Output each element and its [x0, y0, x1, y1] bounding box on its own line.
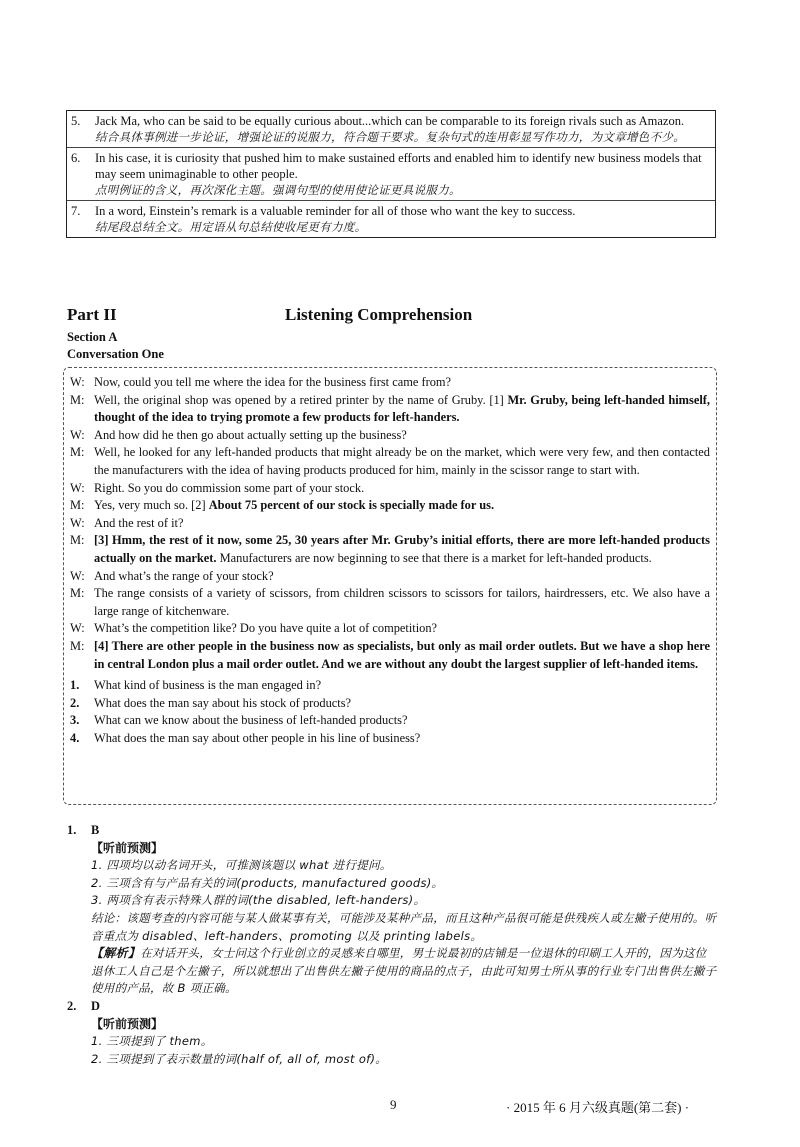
dialogue-line: [70, 638, 710, 673]
dialogue-line: [70, 497, 710, 515]
question-list: [70, 677, 710, 747]
speech-text: And the rest of it?: [94, 515, 184, 530]
section-heading: Section A: [67, 330, 118, 344]
box-item-chinese: 结尾段总结全文。用定语从句总结使收尾更有力度。: [95, 220, 367, 234]
box-item-chinese: 结合具体事例进一步论证，增强论证的说服力，符合题干要求。复杂句式的连用彰显写作功力，为文章增色不少。: [95, 130, 685, 144]
dialogue-line: [70, 427, 710, 445]
speech-text: Now, could you tell me where the idea for the business first came from?: [94, 375, 452, 389]
speech-text: What’s the competition like? Do you have quite a lot of competition?: [94, 621, 438, 636]
question-item: [70, 677, 710, 695]
question-item: [70, 695, 710, 713]
answer-2-letter: D: [91, 998, 100, 1013]
speech-text: [3] Hmm, the rest of it now, some 25, 30 years after Mr. Gruby’s initial efforts, there are more left-handed products actually on the market. Manufacturers are now beginning to see that there is a market for left-handed products.: [94, 533, 710, 565]
speech-text: And how did he then go about actually setting up the business?: [94, 427, 407, 442]
pre-line: 2. 三项提到了表示数量的词(half of, all of, most of)。: [91, 1051, 388, 1066]
box-item-english: In his case, it is curiosity that pushed him to make sustained efforts and enabled him to identify new business models that may seem unimaginable to other people.: [95, 151, 702, 181]
answer-2-head: 2. D: [67, 998, 717, 1016]
question-item: [70, 730, 710, 748]
speech-text: [4] There are other people in the business now as specialists, but only as mail order outlets. But we have a shop here in central London plus a mail order outlet. And we are without any doubt the largest supplier of left-handed items.: [94, 638, 710, 671]
question-number: 1.: [70, 678, 80, 693]
conclusion-text: 结论：该题考查的内容可能与某人做某事有关，可能涉及某种产品，而且这种产品很可能是供残疾人或左撇子使用的。听音重点为 disabled、left-handers、promoting 以及 printing labels。: [91, 910, 717, 943]
question-number: 3.: [70, 713, 80, 728]
page-number: 9: [390, 1097, 397, 1112]
speaker-label: W:: [70, 515, 85, 530]
pre-line: 1. 四项均以动名词开头，可推测该题以 what 进行提问。: [91, 858, 392, 873]
dialogue-line: [70, 392, 710, 427]
analysis-text: 在对话开头，女士问这个行业创立的灵感来自哪里，男士说最初的店铺是一位退休的印刷工人开的，因为这位退休工人自己是个左撇子，所以就想出了出售供左撇子使用的商品的点子，由此可知男士所从事的行业专门出售供左撇子使用的产品，故 B 项正确。: [91, 946, 717, 996]
boxed-sentence-list: [66, 110, 716, 238]
speech-text: Right. So you do commission some part of your stock.: [94, 480, 365, 495]
analysis-label: 【解析】: [91, 946, 141, 961]
speaker-label: M:: [70, 638, 85, 653]
speaker-label: W:: [70, 568, 85, 583]
pre-listening-label: 【听前预测】: [91, 1016, 164, 1031]
answer-1-head: 1. B: [67, 822, 717, 840]
speech-text: The range consists of a variety of scissors, from children scissors to scissors for tailors, hairdressers, etc. We also have a large range of kitchenware.: [94, 586, 710, 618]
running-footer-title: · 2015 年 6 月六级真题(第二套) ·: [506, 1100, 690, 1115]
speaker-label: M:: [70, 533, 85, 548]
pre-line: 1. 三项提到了 them。: [91, 1034, 213, 1049]
dialogue-line: [70, 444, 710, 479]
pre-listening-label: 【听前预测】: [91, 840, 164, 855]
dialogue-line: [70, 480, 710, 498]
box-item-english: Jack Ma, who can be said to be equally curious about...which can be comparable to its foreign rivals such as Amazon.: [95, 114, 685, 128]
dialogue-line: [70, 532, 710, 567]
box-item-english: In a word, Einstein’s remark is a valuable reminder for all of those who want the key to success.: [95, 204, 576, 218]
question-text: What kind of business is the man engaged in?: [94, 678, 322, 693]
pre-line: 3. 两项含有表示特殊人群的词(the disabled, left-handers)。: [91, 893, 426, 908]
part-name: Listening Comprehension: [285, 305, 473, 324]
question-number: 4.: [70, 730, 80, 745]
speaker-label: M:: [70, 498, 85, 513]
speech-text: Well, the original shop was opened by a retired printer by the name of Gruby. [1] Mr. Gruby, being left-handed himself, thought of the idea to trying promote a few products for left-handers.: [94, 392, 710, 425]
dialogue-line: [70, 568, 710, 586]
conversation-heading: Conversation One: [67, 347, 164, 361]
speaker-label: M:: [70, 392, 85, 407]
speaker-label: W:: [70, 427, 85, 442]
speech-text: Well, he looked for any left-handed products that might already be on the market, which were very few, and then contacted the manufacturers with the idea of having products produced for him, mainly in the scissor range to start with.: [94, 445, 710, 477]
question-item: [70, 712, 710, 730]
speaker-label: W:: [70, 375, 85, 389]
speech-text: And what’s the range of your stock?: [94, 568, 274, 583]
question-number: 2.: [70, 695, 80, 710]
dialogue-line: [70, 515, 710, 533]
speaker-label: M:: [70, 586, 85, 601]
dialogue-line: [70, 620, 710, 638]
question-text: What does the man say about other people in his line of business?: [94, 730, 421, 745]
box-item-chinese: 点明例证的含义，再次深化主题。强调句型的使用使论证更具说服力。: [95, 183, 461, 197]
part-title: Part II: [67, 305, 117, 324]
dialogue-lines: [70, 374, 710, 673]
question-text: What does the man say about his stock of products?: [94, 695, 352, 710]
answer-section: [67, 822, 717, 1068]
dialogue-line: [70, 374, 710, 392]
dialogue-line: [70, 585, 710, 620]
box-item-5: 5. Jack Ma, who can be said to be equally curious about...which can be comparable to its foreign rivals such as Amazon. 结合具体事例进一步论证，增强论证的说服力，符合题干要求。复杂句式的连用彰显写作功力，为文章增色不少。: [67, 111, 715, 147]
speech-text: Yes, very much so. [2] About 75 percent of our stock is specially made for us.: [94, 498, 495, 513]
box-item-6: 6. In his case, it is curiosity that pushed him to make sustained efforts and enabled him to identify new business models that may seem unimaginable to other people. 点明例证的含义，再次深化主题。强调句型的使用使论证更具说服力。: [67, 147, 715, 200]
dialogue-box: [63, 367, 717, 805]
answer-1-letter: B: [91, 823, 100, 837]
question-text: What can we know about the business of left-handed products?: [94, 713, 408, 728]
speaker-label: M:: [70, 445, 85, 460]
pre-line: 2. 三项含有与产品有关的词(products, manufactured goods)。: [91, 875, 444, 890]
speaker-label: W:: [70, 621, 85, 636]
box-item-7: 7. In a word, Einstein’s remark is a valuable reminder for all of those who want the key to success. 结尾段总结全文。用定语从句总结使收尾更有力度。: [67, 200, 715, 237]
part-header: [67, 305, 727, 329]
speaker-label: W:: [70, 480, 85, 495]
